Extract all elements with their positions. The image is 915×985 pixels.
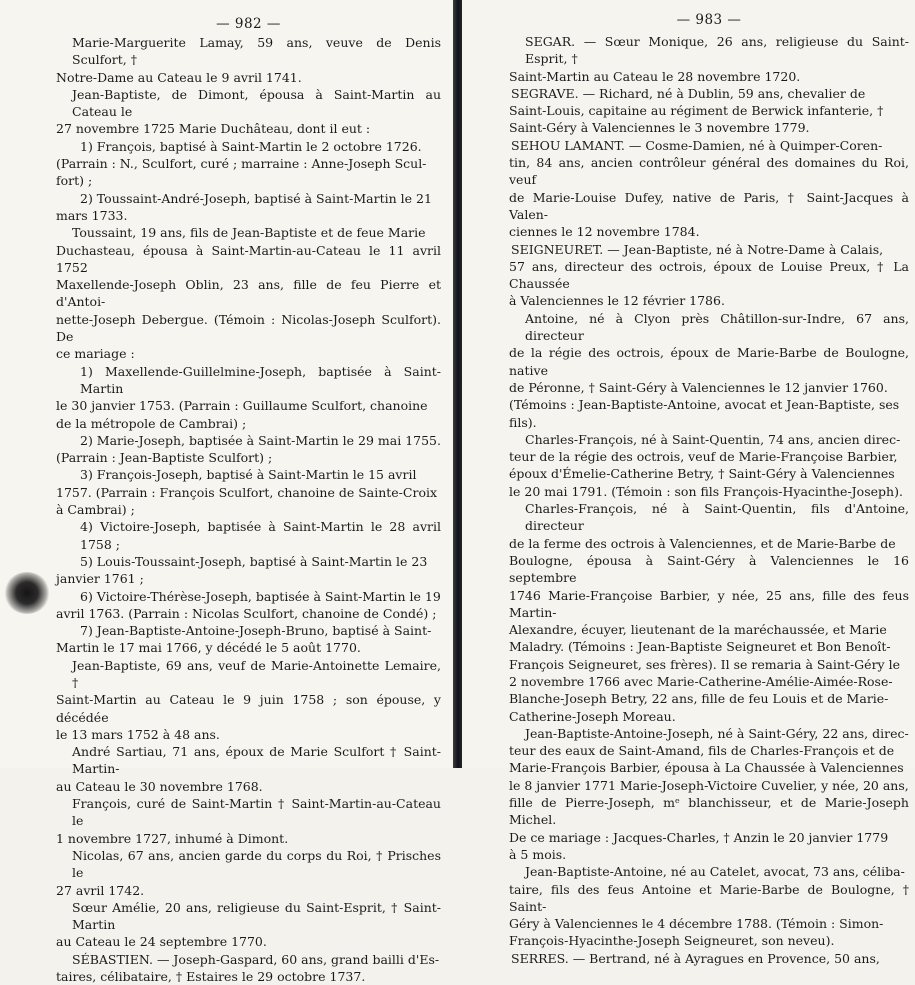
text-line: taire, fils des feus Antoine et Marie-Barbe de Boulogne, † Saint- bbox=[509, 881, 909, 914]
text-line: au Cateau le 30 novembre 1768. bbox=[56, 778, 263, 794]
register-entry bbox=[509, 950, 909, 967]
left-page bbox=[0, 0, 455, 985]
text-line: de la métropole de Cambrai) ; bbox=[56, 415, 247, 431]
text-line: 4) Victoire-Joseph, baptisée à Saint-Martin le 28 avril 1758 ; bbox=[80, 519, 441, 552]
register-entry bbox=[56, 795, 441, 847]
page-number: — 983 — bbox=[676, 12, 742, 28]
text-line: 1) François, baptisé à Saint-Martin le 2 octobre 1726. bbox=[80, 138, 422, 154]
register-entry bbox=[56, 466, 441, 518]
text-line: le 20 mai 1791. (Témoin : son fils François-Hyacinthe-Joseph). bbox=[509, 483, 903, 499]
text-line: 2) Toussaint-André-Joseph, baptisé à Saint-Martin le 21 bbox=[80, 190, 432, 206]
text-line: 27 avril 1742. bbox=[56, 882, 145, 898]
text-line: de la ferme des octrois à Valenciennes, et de Marie-Barbe de bbox=[509, 535, 896, 551]
text-line: SEGAR. — Sœur Monique, 26 ans, religieuse du Saint-Esprit, † bbox=[525, 34, 909, 67]
text-line: avril 1763. (Parrain : Nicolas Sculfort, chanoine de Condé) ; bbox=[56, 605, 437, 621]
text-line: Martin le 17 mai 1766, y décédé le 5 août 1770. bbox=[56, 640, 361, 656]
page-number: — 982 — bbox=[216, 16, 281, 32]
text-line: 1746 Marie-Françoise Barbier, y née, 25 ans, fille des feus Martin- bbox=[509, 587, 909, 620]
text-line: Duchasteau, épousa à Saint-Martin-au-Cateau le 11 avril 1752 bbox=[56, 242, 441, 275]
register-entry bbox=[56, 363, 441, 432]
register-entry bbox=[56, 951, 441, 985]
text-line: 1) Maxellende-Guillelmine-Joseph, baptisée à Saint-Martin bbox=[80, 363, 441, 396]
text-line: Boulogne, épousa à Saint-Géry à Valenciennes le 16 septembre bbox=[509, 552, 909, 586]
text-line: de la régie des octrois, époux de Marie-Barbe de Boulogne, native bbox=[509, 345, 909, 378]
register-entry bbox=[56, 743, 441, 795]
ink-stain bbox=[4, 572, 50, 614]
text-line: Marie-Marguerite Lamay, 59 ans, veuve de Denis Sculfort, † bbox=[72, 35, 441, 68]
register-entry bbox=[56, 34, 441, 86]
register-entry bbox=[509, 431, 909, 500]
text-line: Jean-Baptiste-Antoine-Joseph, né à Saint-Géry, 22 ans, direc- bbox=[525, 725, 909, 741]
text-line: 6) Victoire-Thérèse-Joseph, baptisée à Saint-Martin le 19 bbox=[80, 588, 441, 604]
text-line: SEHOU LAMANT. — Cosme-Damien, né à Quimper-Coren- bbox=[511, 137, 883, 153]
text-line: 3) François-Joseph, baptisé à Saint-Martin le 15 avril bbox=[80, 467, 417, 483]
text-line: fils). bbox=[509, 414, 537, 430]
text-line: 1 novembre 1727, inhumé à Dimont. bbox=[56, 830, 289, 846]
text-line: 2 novembre 1766 avec Marie-Catherine-Amélie-Aimée-Rose- bbox=[509, 673, 893, 689]
text-line: Antoine, né à Clyon près Châtillon-sur-Indre, 67 ans, directeur bbox=[525, 310, 909, 344]
register-entry bbox=[509, 241, 909, 310]
text-line: SEIGNEURET. — Jean-Baptiste, né à Notre-Dame à Calais, bbox=[511, 241, 884, 257]
page-body bbox=[56, 34, 441, 985]
text-line: teur de la régie des octrois, veuf de Marie-Françoise Barbier, bbox=[509, 449, 898, 465]
text-line: 7) Jean-Baptiste-Antoine-Joseph-Bruno, baptisé à Saint- bbox=[80, 623, 432, 639]
register-entry bbox=[56, 518, 441, 553]
text-line: de Péronne, † Saint-Géry à Valenciennes le 12 janvier 1760. bbox=[509, 379, 888, 395]
text-line: 57 ans, directeur des octrois, époux de Louise Preux, † La Chaussée bbox=[509, 258, 909, 292]
text-line: (Témoins : Jean-Baptiste-Antoine, avocat et Jean-Baptiste, ses bbox=[509, 397, 900, 413]
text-line: SERRES. — Bertrand, né à Ayragues en Provence, 50 ans, bbox=[511, 950, 880, 966]
register-entry bbox=[509, 500, 909, 725]
register-entry bbox=[56, 224, 441, 362]
text-line: le 13 mars 1752 à 48 ans. bbox=[56, 726, 220, 742]
register-entry bbox=[56, 190, 441, 225]
text-line: Toussaint, 19 ans, fils de Jean-Baptiste et de feue Marie bbox=[72, 225, 426, 241]
register-entry bbox=[56, 138, 441, 190]
text-line: Maxellende-Joseph Oblin, 23 ans, fille de feu Pierre et d'Antoi- bbox=[56, 277, 441, 310]
text-line: teur des eaux de Saint-Amand, fils de Charles-François et de bbox=[509, 743, 895, 759]
text-line: à Valenciennes le 12 février 1786. bbox=[509, 293, 725, 309]
text-line: nette-Joseph Debergue. (Témoin : Nicolas-Joseph Sculfort). De bbox=[56, 311, 441, 345]
register-entry bbox=[509, 33, 909, 85]
text-line: à 5 mois. bbox=[509, 846, 567, 862]
text-line: Notre-Dame au Cateau le 9 avril 1741. bbox=[56, 69, 302, 85]
text-line: fort) ; bbox=[56, 173, 93, 189]
register-entry bbox=[56, 657, 441, 743]
register-entry bbox=[56, 553, 441, 588]
text-line: taires, célibataire, † Estaires le 29 octobre 1737. bbox=[56, 969, 366, 985]
text-line: Alexandre, écuyer, lieutenant de la maréchaussée, et Marie bbox=[509, 622, 887, 638]
text-line: Sœur Amélie, 20 ans, religieuse du Saint-Esprit, † Saint-Martin bbox=[72, 899, 441, 933]
text-line: Maladry. (Témoins : Jean-Baptiste Seigneuret et Bon Benoît- bbox=[509, 639, 891, 655]
text-line: tin, 84 ans, ancien contrôleur général des domaines du Roi, veuf bbox=[509, 155, 909, 188]
text-line: au Cateau le 24 septembre 1770. bbox=[56, 934, 267, 950]
text-line: Jean-Baptiste, de Dimont, épousa à Saint-Martin au Cateau le bbox=[72, 86, 441, 120]
text-line: Géry à Valenciennes le 4 décembre 1788. (Témoin : Simon- bbox=[509, 916, 884, 932]
text-line: Jean-Baptiste, 69 ans, veuf de Marie-Antoinette Lemaire, † bbox=[72, 657, 441, 690]
text-line: le 30 janvier 1753. (Parrain : Guillaume Sculfort, chanoine bbox=[56, 398, 428, 414]
text-line: 2) Marie-Joseph, baptisée à Saint-Martin le 29 mai 1755. bbox=[80, 432, 441, 448]
register-entry bbox=[56, 899, 441, 951]
text-line: fille de Pierre-Joseph, mᵉ blanchisseur, et de Marie-Joseph Michel. bbox=[509, 795, 909, 828]
register-entry bbox=[56, 432, 441, 467]
text-line: janvier 1761 ; bbox=[56, 571, 144, 587]
register-entry bbox=[509, 310, 909, 431]
text-line: Saint-Louis, capitaine au régiment de Berwick infanterie, † bbox=[509, 103, 884, 119]
text-line: François, curé de Saint-Martin † Saint-Martin-au-Cateau le bbox=[72, 796, 441, 829]
text-line: époux d'Émelie-Catherine Betry, † Saint-Géry à Valenciennes bbox=[509, 466, 895, 482]
text-line: Saint-Géry à Valenciennes le 3 novembre 1779. bbox=[509, 120, 810, 136]
text-line: 27 novembre 1725 Marie Duchâteau, dont il eut : bbox=[56, 121, 371, 137]
register-entry bbox=[56, 86, 441, 138]
text-line: Catherine-Joseph Moreau. bbox=[509, 708, 676, 724]
text-line: SÉBASTIEN. — Joseph-Gaspard, 60 ans, grand bailli d'Es- bbox=[72, 951, 440, 967]
text-line: Nicolas, 67 ans, ancien garde du corps du Roi, † Prisches le bbox=[72, 847, 441, 881]
text-line: ciennes le 12 novembre 1784. bbox=[509, 224, 700, 240]
text-line: De ce mariage : Jacques-Charles, † Anzin le 20 janvier 1779 bbox=[509, 829, 889, 845]
text-line: Marie-François Barbier, épousa à La Chaussée à Valenciennes bbox=[509, 760, 904, 776]
text-line: Blanche-Joseph Betry, 22 ans, fille de feu Louis et de Marie- bbox=[509, 691, 889, 707]
text-line: (Parrain : Jean-Baptiste Sculfort) ; bbox=[56, 450, 273, 466]
register-entry bbox=[509, 863, 909, 949]
text-line: Jean-Baptiste-Antoine, né au Catelet, avocat, 73 ans, céliba- bbox=[525, 864, 905, 880]
register-entry bbox=[509, 137, 909, 241]
register-entry bbox=[56, 622, 441, 657]
register-entry bbox=[509, 85, 909, 137]
text-line: Saint-Martin au Cateau le 9 juin 1758 ; son épouse, y décédée bbox=[56, 692, 441, 725]
text-line: à Cambrai) ; bbox=[56, 502, 135, 518]
text-line: SEGRAVE. — Richard, né à Dublin, 59 ans, chevalier de bbox=[511, 85, 866, 101]
register-entry bbox=[56, 588, 441, 623]
register-entry bbox=[509, 725, 909, 863]
text-line: (Parrain : N., Sculfort, curé ; marraine : Anne-Joseph Scul- bbox=[56, 156, 427, 172]
text-line: François Seigneuret, ses frères). Il se remaria à Saint-Géry le bbox=[509, 656, 900, 672]
right-page bbox=[462, 0, 915, 966]
text-line: François-Hyacinthe-Joseph Seigneuret, son neveu). bbox=[509, 933, 835, 949]
page-body bbox=[509, 33, 909, 967]
text-line: Charles-François, né à Saint-Quentin, fils d'Antoine, directeur bbox=[525, 501, 909, 534]
text-line: André Sartiau, 71 ans, époux de Marie Sculfort † Saint-Martin- bbox=[72, 744, 441, 777]
text-line: mars 1733. bbox=[56, 207, 128, 223]
text-line: de Marie-Louise Dufey, native de Paris, † Saint-Jacques à Valen- bbox=[509, 189, 909, 222]
text-line: Saint-Martin au Cateau le 28 novembre 1720. bbox=[509, 68, 801, 84]
text-line: 5) Louis-Toussaint-Joseph, baptisé à Saint-Martin le 23 bbox=[80, 553, 428, 569]
text-line: 1757. (Parrain : François Sculfort, chanoine de Sainte-Croix bbox=[56, 484, 438, 500]
text-line: Charles-François, né à Saint-Quentin, 74 ans, ancien direc- bbox=[525, 431, 901, 447]
text-line: ce mariage : bbox=[56, 346, 135, 362]
register-entry bbox=[56, 847, 441, 899]
text-line: le 8 janvier 1771 Marie-Joseph-Victoire Cuvelier, y née, 20 ans, bbox=[509, 777, 909, 793]
